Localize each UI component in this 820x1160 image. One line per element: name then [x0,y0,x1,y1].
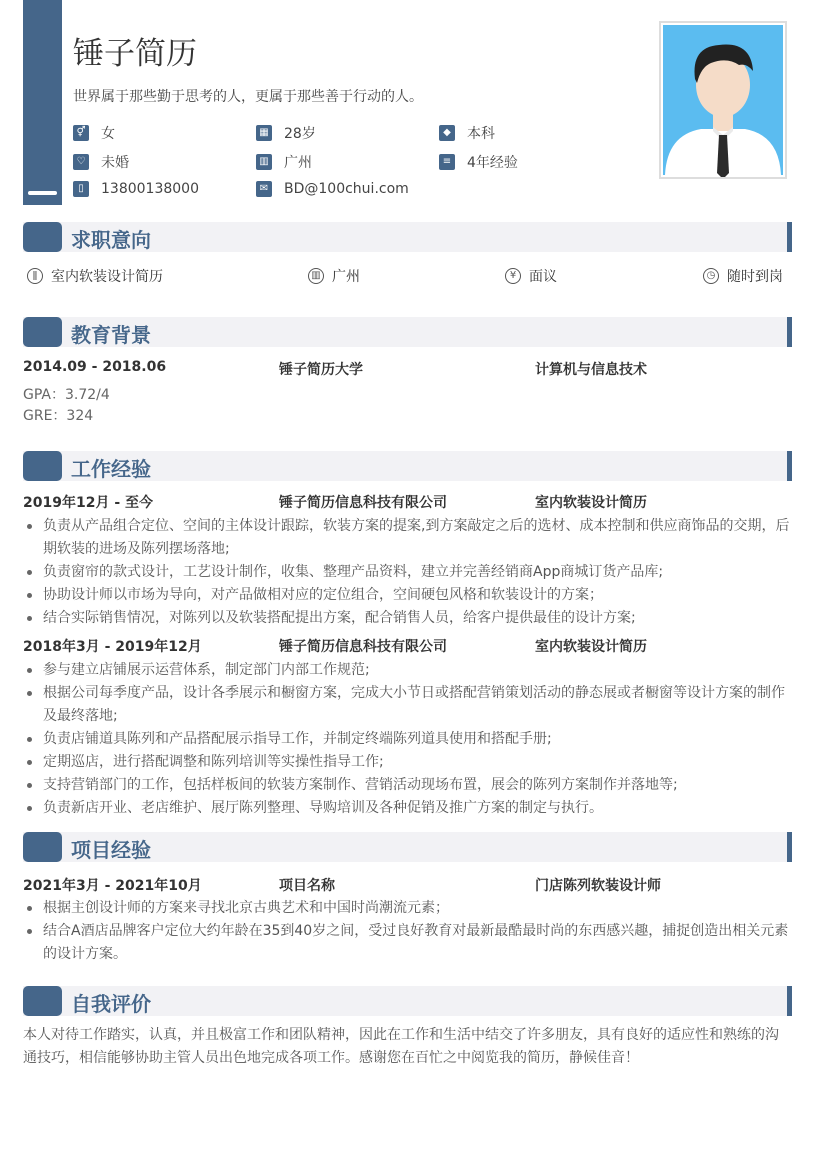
list-item: 负责店铺道具陈列和产品搭配展示指导工作，并制定终端陈列道具使用和搭配手册; [23,728,792,751]
section-header-intent: 求职意向 [23,222,792,252]
info-gender: ⚥ 女 [73,123,115,143]
intent-position: ǁ 室内软装设计简历 [27,266,163,286]
info-city: ▥ 广州 [256,152,312,172]
section-header-education: 教育背景 [23,317,792,347]
clipboard-icon [23,222,62,252]
list-item: 根据主创设计师的方案来寻找北京古典艺术和中国时尚潮流元素； [23,897,792,920]
section-header-self: 自我评价 [23,986,792,1016]
info-phone: ▯ 13800138000 [73,181,199,197]
graduation-cap-icon [23,317,62,347]
clock-icon: ◷ [703,268,719,284]
intent-availability: ◷ 随时到岗 [703,266,783,286]
intent-city: ▥ 广州 [308,266,360,286]
building-icon: ▥ [308,268,324,284]
list-item: 负责从产品组合定位、空间的主体设计跟踪，软装方案的提案,到方案敲定之后的选材、成本控制和供应商饰品的交期，后期软装的进场及陈列摆场落地; [23,515,792,561]
list-item: 支持营销部门的工作，包括样板间的软装方案制作、营销活动现场布置，展会的陈列方案制作并落地等; [23,774,792,797]
section-header-project: 项目经验 [23,832,792,862]
list-item: 负责新店开业、老店维护、展厅陈列整理、导购培训及各种促销及推广方案的制定与执行。 [23,797,792,820]
list-item: 协助设计师以市场为导向，对产品做相对应的定位组合，空间硬包风格和软装设计的方案； [23,584,792,607]
list-item: 参与建立店铺展示运营体系，制定部门内部工作规范; [23,659,792,682]
layers-icon [23,832,62,862]
email-icon: ✉ [256,181,272,197]
work-duties-1 [23,515,792,630]
resume-name: 锤子简历 [73,36,197,72]
education-gpa: GPA：3.72/4 [23,387,110,403]
user-icon [23,986,62,1016]
list-item: 根据公司每季度产品，设计各季展示和橱窗方案，完成大小节日或搭配营销策划活动的静态展或者橱窗等设计方案的制作及最终落地; [23,682,792,728]
gender-icon: ⚥ [73,125,89,141]
list-item: 负责窗帘的款式设计，工艺设计制作，收集、整理产品资料，建立并完善经销商App商城订货产品库; [23,561,792,584]
building-icon: ▥ [256,154,272,170]
list-item: 结合实际销售情况，对陈列以及软装搭配提出方案，配合销售人员，给客户提供最佳的设计方案; [23,607,792,630]
left-accent-bar [23,0,62,205]
document-icon: ≡ [439,154,455,170]
work-duties-2 [23,659,792,820]
list-item: 结合A酒店品牌客户定位大约年龄在35到40岁之间，受过良好教育对最新最酷最时尚的东西感兴趣，捕捉创造出相关元素的设计方案。 [23,920,792,966]
info-age: ▦ 28岁 [256,123,316,143]
yen-icon: ¥ [505,268,521,284]
project-duties [23,897,792,966]
section-header-work: 工作经验 [23,451,792,481]
education-gre: GRE：324 [23,408,94,424]
calendar-icon: ▦ [256,125,272,141]
info-degree: ◆ 本科 [439,123,495,143]
info-marital: ♡ 未婚 [73,152,129,172]
phone-icon: ▯ [73,181,89,197]
tie-icon: ǁ [27,268,43,284]
resume-motto: 世界属于那些勤于思考的人，更属于那些善于行动的人。 [73,89,423,105]
list-item: 定期巡店，进行搭配调整和陈列培训等实操性指导工作; [23,751,792,774]
intent-salary: ¥ 面议 [505,266,557,286]
heart-icon: ♡ [73,154,89,170]
info-email: ✉ BD@100chui.com [256,181,409,197]
profile-photo [659,21,787,179]
education-icon: ◆ [439,125,455,141]
briefcase-icon [23,451,62,481]
accent-dash [28,191,57,195]
info-experience: ≡ 4年经验 [439,152,518,172]
self-evaluation-text: 本人对待工作踏实，认真，并且极富工作和团队精神，因此在工作和生活中结交了许多朋友，具有良好的适应性和熟练的沟通技巧，相信能够协助主管人员出色地完成各项工作。感谢您在百忙之中阅览我的简历，静候佳音！ [23,1027,779,1066]
